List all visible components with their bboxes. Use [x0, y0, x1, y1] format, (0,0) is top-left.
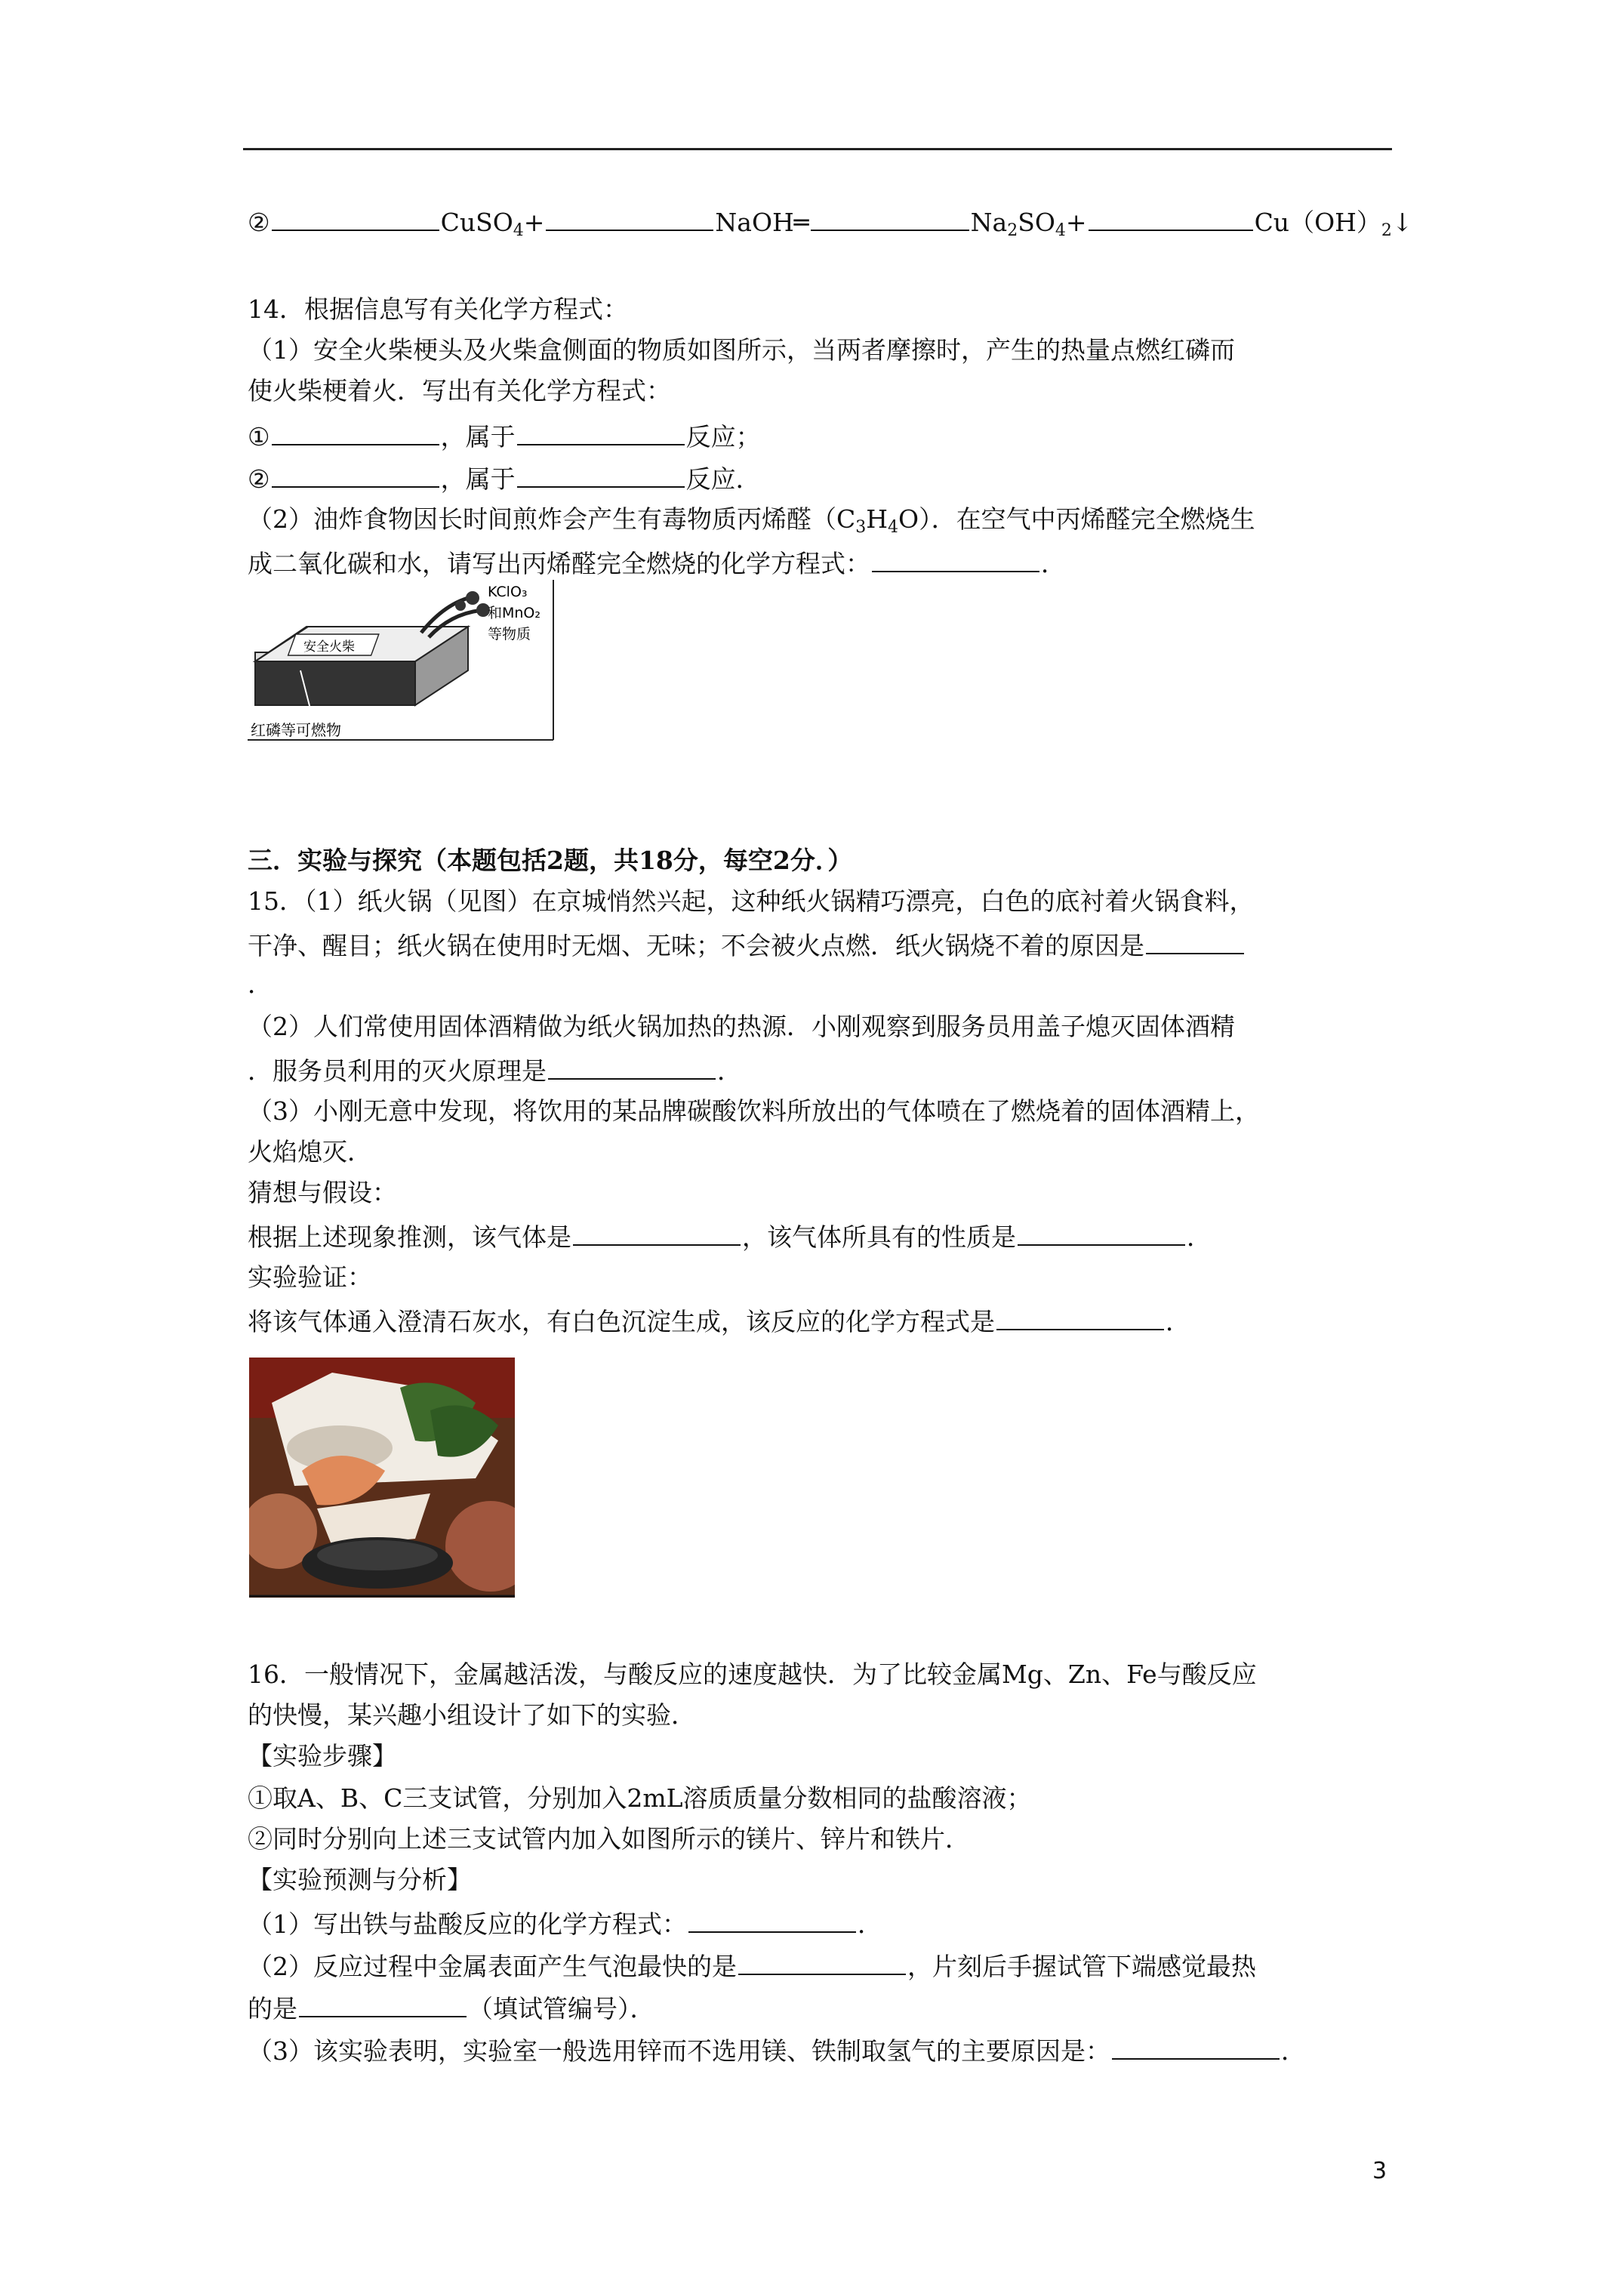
q14-text: ，属于: [440, 422, 516, 451]
blank[interactable]: [1112, 2032, 1280, 2060]
q16-text: （填试管编号）．: [468, 1994, 655, 2023]
q14-line-1: [248, 418, 761, 454]
q16-line: [248, 1990, 655, 2026]
substances-label: 等物质: [488, 626, 531, 643]
eq-product-1-mid: SO: [1018, 208, 1055, 237]
q16-text: 的快慢，某兴趣小组设计了如下的实验．: [248, 1700, 696, 1730]
q15-text: （3）小刚无意中发现，将饮用的某品牌碳酸饮料所放出的气体喷在了燃烧着的固体酒精上，: [248, 1096, 1260, 1126]
q15-text: ．: [717, 1056, 742, 1086]
q15-text: ，该气体所具有的性质是: [742, 1222, 1016, 1252]
q14-text: （2）油炸食物因长时间煎炸会产生有毒物质丙烯醛（C: [248, 504, 856, 534]
q14-text: 使火柴梗着火．写出有关化学方程式：: [248, 376, 671, 405]
blank[interactable]: [688, 1906, 856, 1933]
q15-line: [248, 1303, 1190, 1339]
q15-line: [248, 927, 1246, 963]
q15-line: [248, 1219, 1212, 1254]
header-rule: [243, 148, 1392, 150]
q15-text: ．: [1187, 1222, 1212, 1252]
q16-line: [248, 1948, 1256, 1983]
blank[interactable]: [272, 418, 439, 445]
q15-text: 火焰熄灭．: [248, 1137, 372, 1166]
q15-text: 根据上述现象推测，该气体是: [248, 1222, 571, 1252]
blank[interactable]: [1018, 1219, 1185, 1246]
q14-text: ，属于: [440, 464, 516, 494]
blank[interactable]: [738, 1948, 906, 1975]
q16-text: （2）反应过程中金属表面产生气泡最快的是: [248, 1952, 737, 1981]
blank[interactable]: [872, 545, 1039, 572]
q15-line: [248, 1052, 742, 1088]
q14-text: 反应．: [685, 464, 761, 494]
q14-text: （1）安全火柴梗头及火柴盒侧面的物质如图所示，当两者摩擦时，产生的热量点燃红磷而: [248, 335, 1235, 365]
q14-text: O）．在空气中丙烯醛完全燃烧生: [898, 504, 1255, 534]
q14-line-2: [248, 461, 761, 496]
q16-text: ①取A、B、C三支试管，分别加入2mL溶质质量分数相同的盐酸溶液；: [248, 1783, 1032, 1813]
q14-text: 反应；: [685, 422, 761, 451]
q16-heading: 【实验预测与分析】: [248, 1865, 472, 1894]
blank[interactable]: [517, 461, 685, 488]
blank[interactable]: [272, 204, 439, 231]
q15-text: ．服务员利用的灭火原理是: [248, 1056, 547, 1086]
q16-text: （1）写出铁与盐酸反应的化学方程式：: [248, 1909, 687, 1939]
blank[interactable]: [1089, 204, 1253, 231]
mno2-label: 和MnO₂: [488, 605, 541, 621]
q14-text: 成二氧化碳和水，请写出丙烯醛完全燃烧的化学方程式：: [248, 549, 870, 578]
blank[interactable]: [996, 1303, 1164, 1330]
q15-text: 实验验证：: [248, 1262, 372, 1292]
precipitate-arrow: ↓: [1391, 208, 1413, 237]
eq-product-1: Na: [970, 208, 1008, 237]
q15-text: （2）人们常使用固体酒精做为纸火锅加热的热源．小刚观察到服务员用盖子熄灭固体酒精: [248, 1012, 1235, 1041]
blank[interactable]: [299, 1990, 467, 2017]
blank[interactable]: [548, 1052, 716, 1080]
eq-subscript: 4: [1055, 221, 1066, 240]
q15-text: 猜想与假设：: [248, 1178, 397, 1207]
blank[interactable]: [546, 204, 713, 231]
q16-text: ．: [858, 1909, 882, 1939]
q14-text: ．: [1041, 549, 1066, 578]
q16-text: ，片刻后手握试管下端感觉最热: [907, 1952, 1256, 1981]
q15-text: 15．（1）纸火锅（见图）在京城悄然兴起，这种纸火锅精巧漂亮，白色的底衬着火锅食料，: [248, 886, 1255, 916]
q16-text: 的是: [248, 1994, 297, 2023]
q16-text: ②同时分别向上述三支试管内加入如图所示的镁片、锌片和铁片．: [248, 1824, 970, 1854]
eq-subscript: 4: [513, 221, 524, 240]
eq-plus: +: [1065, 208, 1087, 237]
kclo3-label: KClO₃: [488, 584, 528, 600]
blank[interactable]: [811, 204, 969, 231]
match-box-figure: [248, 580, 557, 741]
eq-subscript: 2: [1381, 221, 1392, 240]
formula-subscript: 3: [855, 518, 867, 537]
q14-text: H: [866, 504, 888, 534]
q14-part-2b: [248, 545, 1066, 581]
q14-part-2: [248, 503, 1255, 536]
blank[interactable]: [272, 461, 439, 488]
eq-subscript: 2: [1007, 221, 1018, 240]
eq-number: ②: [248, 208, 270, 237]
item-number: ①: [248, 422, 270, 451]
q16-text: 16．一般情况下，金属越活泼，与酸反应的速度越快．为了比较金属Mg、Zn、Fe与酸反应: [248, 1660, 1257, 1689]
q16-line: [248, 1906, 882, 1941]
blank[interactable]: [517, 418, 685, 445]
q15-text: 将该气体通入澄清石灰水，有白色沉淀生成，该反应的化学方程式是: [248, 1307, 995, 1336]
eq-reactant-1: CuSO: [440, 208, 513, 237]
blank[interactable]: [1146, 927, 1244, 954]
q15-text: ．: [1166, 1307, 1190, 1336]
q15-text: 干净、醒目；纸火锅在使用时无烟、无味；不会被火点燃．纸火锅烧不着的原因是: [248, 931, 1144, 960]
q16-heading: 【实验步骤】: [248, 1741, 397, 1771]
eq-plus: +: [523, 208, 545, 237]
match-box-label: 安全火柴: [303, 639, 355, 655]
blank[interactable]: [573, 1219, 741, 1246]
red-phosphorus-label: 红磷等可燃物: [251, 721, 341, 739]
q16-text: ．: [1281, 2036, 1306, 2066]
eq-product-2: Cu（OH）: [1254, 208, 1381, 237]
page-number: 3: [1372, 2158, 1387, 2184]
item-number: ②: [248, 464, 270, 494]
paper-hotpot-photo: [249, 1358, 515, 1598]
q16-line: [248, 2032, 1306, 2068]
q15-text: ．: [248, 969, 273, 999]
equation-2: [248, 204, 1413, 239]
eq-reactant-2: NaOH═: [715, 208, 809, 237]
q16-text: （3）该实验表明，实验室一般选用锌而不选用镁、铁制取氢气的主要原因是：: [248, 2036, 1110, 2066]
formula-subscript: 4: [888, 518, 899, 537]
section-title: 三．实验与探究（本题包括2题，共18分，每空2分．）: [248, 846, 853, 875]
q14-title: 14．根据信息写有关化学方程式：: [248, 294, 628, 324]
